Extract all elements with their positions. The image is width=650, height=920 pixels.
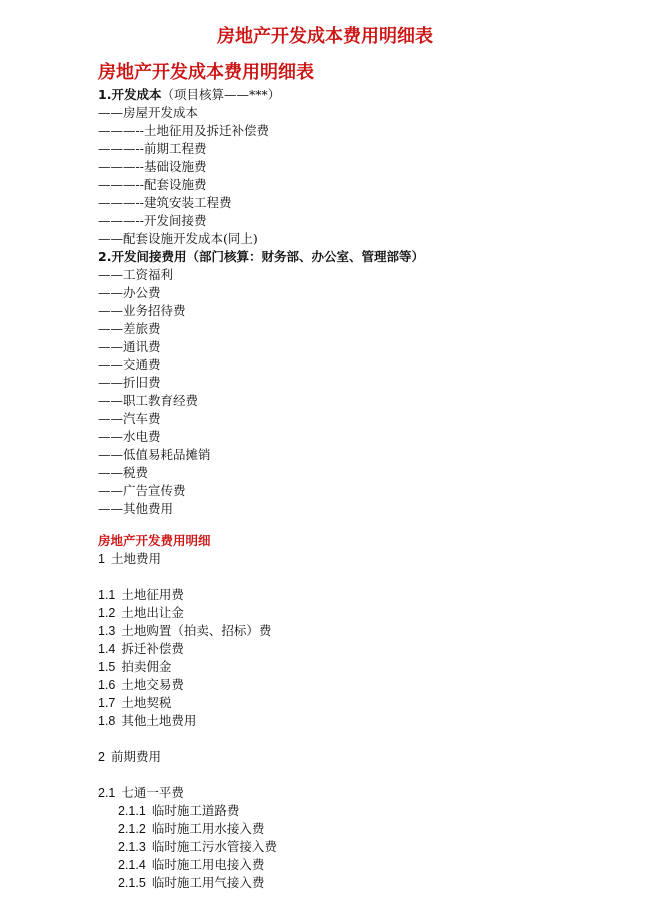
- list-item: 1.8 其他土地费用: [98, 713, 197, 728]
- list-item: ———--配套设施费: [98, 177, 207, 192]
- list-item: ——折旧费: [98, 375, 161, 390]
- section-detail: [98, 532, 277, 892]
- page-title: 房地产开发成本费用明细表: [217, 26, 433, 47]
- list-item: ——税费: [98, 465, 149, 480]
- list-item: ——通讯费: [98, 339, 161, 354]
- list-item: ———--开发间接费: [98, 213, 207, 228]
- detail-title: 房地产开发费用明细: [98, 533, 211, 548]
- list-item: ———--前期工程费: [98, 141, 207, 156]
- list-item: ——其他费用: [98, 501, 174, 516]
- section-heading: 2.开发间接费用（部门核算：财务部、办公室、管理部等）: [98, 249, 424, 264]
- list-item: 1.7 土地契税: [98, 695, 172, 710]
- list-item: 2.1 七通一平费: [98, 785, 184, 800]
- section-heading: 1 土地费用: [98, 551, 161, 566]
- list-item: ——广告宣传费: [98, 483, 186, 498]
- list-item: 1.4 拆迁补偿费: [98, 641, 184, 656]
- list-item: 1.2 土地出让金: [98, 605, 184, 620]
- list-item: 2.1.5 临时施工用气接入费: [118, 875, 265, 890]
- list-item: ——汽车费: [98, 411, 161, 426]
- section-heading: 1.开发成本（项目核算——***）: [98, 87, 281, 102]
- list-item: ——业务招待费: [98, 303, 186, 318]
- list-item: 2.1.2 临时施工用水接入费: [118, 821, 265, 836]
- list-item: 1.3 土地购置（拍卖、招标）费: [98, 623, 272, 638]
- list-item: 1.1 土地征用费: [98, 587, 184, 602]
- list-item: ———--基础设施费: [98, 159, 207, 174]
- page-subtitle: 房地产开发成本费用明细表: [98, 62, 314, 83]
- list-item: ——职工教育经费: [98, 393, 199, 408]
- list-item: ——配套设施开发成本(同上): [98, 231, 258, 246]
- list-item: 2.1.3 临时施工污水管接入费: [118, 839, 277, 854]
- list-item: 1.5 拍卖佣金: [98, 659, 172, 674]
- list-item: ——房屋开发成本: [98, 105, 199, 120]
- list-item: 2.1.4 临时施工用电接入费: [118, 857, 265, 872]
- list-item: ——交通费: [98, 357, 161, 372]
- list-item: ——低值易耗品摊销: [98, 447, 211, 462]
- list-item: 1.6 土地交易费: [98, 677, 184, 692]
- list-item: ——水电费: [98, 429, 161, 444]
- list-item: ———--建筑安装工程费: [98, 195, 232, 210]
- list-item: ——工资福利: [98, 267, 174, 282]
- section-heading: 2 前期费用: [98, 749, 161, 764]
- list-item: ——差旅费: [98, 321, 161, 336]
- section-development-cost: [98, 86, 424, 518]
- list-item: ———--土地征用及拆迁补偿费: [98, 123, 269, 138]
- list-item: 2.1.1 临时施工道路费: [118, 803, 240, 818]
- list-item: ——办公费: [98, 285, 161, 300]
